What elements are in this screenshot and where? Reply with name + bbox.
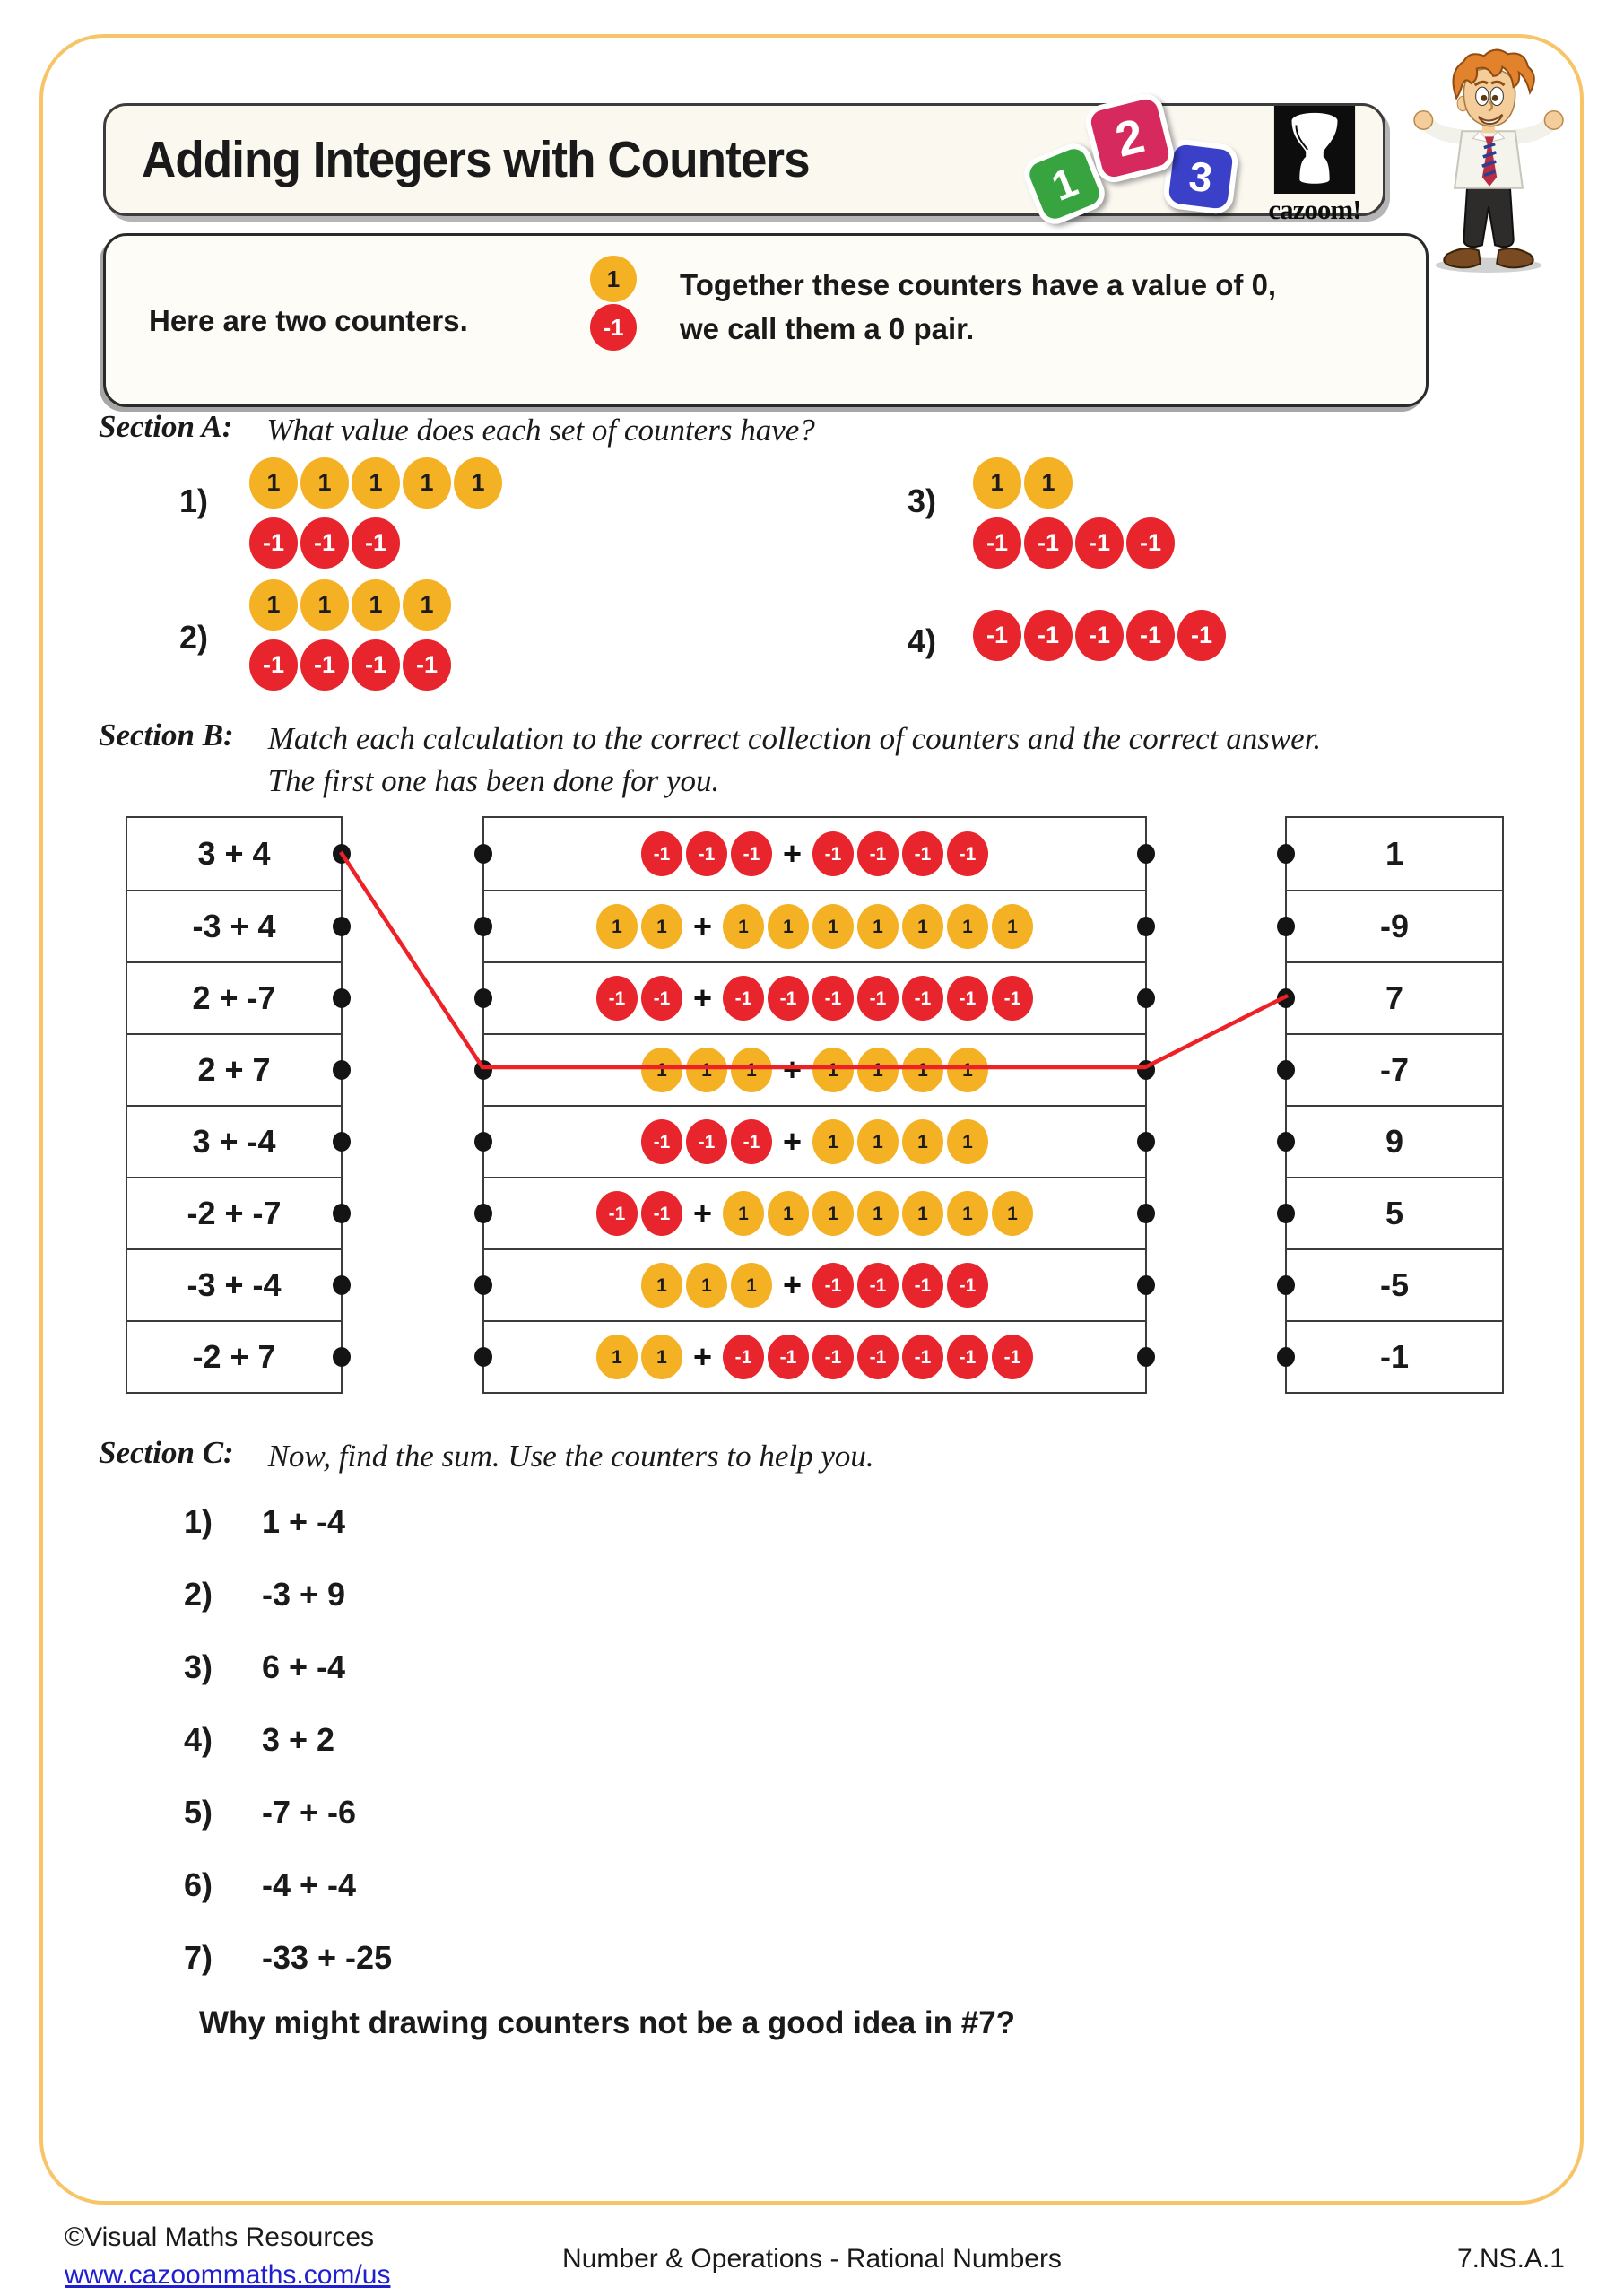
section-c-item-number: 4)	[184, 1721, 213, 1758]
positive-counter: 1	[857, 1048, 899, 1092]
answer-row	[1287, 961, 1502, 1033]
info-line-1: Together these counters have a value of 0,	[680, 268, 1277, 301]
connector-dot	[1277, 1204, 1295, 1223]
positive-counter: 1	[973, 457, 1021, 509]
negative-counter: -1	[1075, 517, 1124, 569]
zero-pair-counters	[590, 256, 637, 351]
expression-row	[127, 1320, 341, 1392]
connector-dot	[1277, 988, 1295, 1008]
section-c-item-number: 7)	[184, 1939, 213, 1976]
connector-dot	[1277, 917, 1295, 936]
counters-row	[484, 1177, 1145, 1248]
positive-counter: 1	[403, 579, 451, 631]
counter-group	[723, 976, 1033, 1021]
positive-counter: 1	[1024, 457, 1073, 509]
answer-text: 1	[1385, 835, 1404, 872]
negative-counter: -1	[731, 1119, 772, 1164]
negative-counter: -1	[902, 831, 943, 876]
negative-counter: -1	[352, 639, 400, 691]
counter-group	[812, 1048, 988, 1092]
connector-dot	[474, 1204, 492, 1223]
tile-3-icon: 3	[1162, 138, 1240, 216]
negative-counter: -1	[300, 517, 349, 569]
negative-counter: -1	[300, 639, 349, 691]
negative-counter: -1	[1075, 610, 1124, 661]
counter-group	[641, 1048, 772, 1092]
expression-text: -3 + -4	[187, 1266, 282, 1303]
negative-counter: -1	[686, 831, 727, 876]
answer-row	[1287, 1033, 1502, 1105]
section-a-item-number: 1)	[179, 483, 209, 519]
counter-group	[723, 904, 1033, 949]
counter-row	[973, 457, 1175, 509]
section-b-prompt-line1: Match each calculation to the correct collection of counters and the correct answer.	[267, 721, 1322, 756]
negative-counter: -1	[641, 1191, 682, 1236]
counters-row	[484, 818, 1145, 890]
negative-counter: -1	[1126, 610, 1175, 661]
positive-counter: 1	[731, 1263, 772, 1308]
positive-counter: 1	[454, 457, 502, 509]
counter-group	[596, 904, 682, 949]
negative-counter: -1	[947, 976, 988, 1021]
counter-group	[596, 1191, 682, 1236]
negative-counter: -1	[641, 1119, 682, 1164]
answer-text: 9	[1385, 1123, 1404, 1160]
plus-sign: +	[782, 1123, 803, 1160]
positive-counter: 1	[249, 579, 298, 631]
positive-counter: 1	[300, 457, 349, 509]
connector-dot	[1277, 1060, 1295, 1080]
negative-counter: -1	[947, 1335, 988, 1379]
counters-row	[484, 1033, 1145, 1105]
section-c-question: Why might drawing counters not be a good idea in #7?	[199, 2005, 1016, 2040]
expression-row	[127, 890, 341, 961]
connector-dot	[333, 1132, 351, 1152]
section-c-item-number: 5)	[184, 1794, 213, 1831]
section-a-counter-set	[973, 457, 1175, 569]
expression-text: 2 + -7	[192, 979, 276, 1016]
tile-1-icon: 1	[1019, 138, 1110, 230]
counter-row	[249, 579, 451, 631]
negative-counter: -1	[249, 517, 298, 569]
negative-counter: -1	[352, 517, 400, 569]
expression-text: -3 + 4	[192, 908, 276, 944]
answer-text: -1	[1379, 1338, 1409, 1375]
answer-row	[1287, 1320, 1502, 1392]
answer-text: 7	[1385, 979, 1404, 1016]
positive-counter: 1	[731, 1048, 772, 1092]
negative-counter: -1	[992, 976, 1033, 1021]
footer-website-link[interactable]: www.cazoommaths.com/us	[65, 2260, 391, 2290]
connector-dot	[333, 1275, 351, 1295]
negative-counter: -1	[1024, 610, 1073, 661]
section-c-item-number: 1)	[184, 1503, 213, 1540]
section-c-expression: -4 + -4	[262, 1866, 357, 1903]
djembe-drum-icon	[1273, 106, 1356, 194]
answer-text: -5	[1379, 1266, 1409, 1303]
connector-dot	[474, 988, 492, 1008]
section-c-item-number: 6)	[184, 1866, 213, 1903]
zero-pair-info-box	[103, 233, 1429, 407]
section-c-prompt: Now, find the sum. Use the counters to help you.	[267, 1439, 874, 1474]
positive-counter: 1	[857, 1191, 899, 1236]
positive-counter: 1	[902, 1048, 943, 1092]
expression-text: -2 + 7	[192, 1338, 276, 1375]
negative-counter: -1	[902, 1335, 943, 1379]
counter-group	[812, 1119, 988, 1164]
positive-counter: 1	[768, 904, 809, 949]
answer-text: 5	[1385, 1195, 1404, 1231]
connector-dot	[333, 1347, 351, 1367]
section-a-heading	[99, 409, 815, 451]
connector-dot	[1277, 1275, 1295, 1295]
footer-standard-code: 7.NS.A.1	[1456, 2244, 1565, 2274]
connector-dot	[1137, 1060, 1155, 1080]
negative-counter: -1	[812, 1335, 854, 1379]
counter-group	[596, 976, 682, 1021]
positive-counter: 1	[902, 1191, 943, 1236]
plus-sign: +	[782, 1051, 803, 1088]
section-b-heading	[99, 718, 1321, 802]
counter-group	[812, 831, 988, 876]
positive-counter: 1	[857, 1119, 899, 1164]
negative-counter: -1	[902, 1263, 943, 1308]
negative-counter: -1	[857, 976, 899, 1021]
connector-dot	[474, 1347, 492, 1367]
connector-dot	[333, 1204, 351, 1223]
expression-row	[127, 961, 341, 1033]
section-c-expression: 3 + 2	[262, 1721, 335, 1758]
connector-dot	[1137, 844, 1155, 864]
negative-counter: -1	[947, 831, 988, 876]
positive-counter: 1	[300, 579, 349, 631]
section-c-expression: -7 + -6	[262, 1794, 357, 1831]
answer-row	[1287, 1248, 1502, 1320]
plus-sign: +	[692, 1195, 713, 1231]
counter-group	[641, 1263, 772, 1308]
section-c-expression: -33 + -25	[262, 1939, 393, 1976]
positive-counter: 1	[947, 1119, 988, 1164]
tile-2-icon: 2	[1082, 91, 1178, 187]
counter-group	[641, 1119, 772, 1164]
positive-counter: 1	[352, 579, 400, 631]
negative-counter: -1	[723, 976, 764, 1021]
positive-counter: 1	[596, 904, 638, 949]
plus-sign: +	[782, 1266, 803, 1303]
positive-counter: 1	[857, 904, 899, 949]
connector-dot	[333, 1060, 351, 1080]
connector-dot	[1137, 1204, 1155, 1223]
section-c-expression: 1 + -4	[262, 1503, 346, 1540]
positive-counter: 1	[403, 457, 451, 509]
positive-counter: 1	[352, 457, 400, 509]
negative-counter: -1	[686, 1119, 727, 1164]
negative-counter: -1	[731, 831, 772, 876]
negative-counter: -1	[992, 1335, 1033, 1379]
section-c-label: Section C:	[99, 1435, 234, 1470]
connector-dot	[474, 1060, 492, 1080]
expression-row	[127, 1033, 341, 1105]
expression-text: 3 + 4	[197, 835, 271, 872]
match-expressions-column	[126, 816, 343, 1394]
positive-counter: 1	[812, 1119, 854, 1164]
answer-text: -9	[1379, 908, 1409, 944]
section-a-counter-set	[249, 457, 502, 569]
section-c-heading	[99, 1435, 874, 1477]
page-title: Adding Integers with Counters	[142, 131, 810, 188]
answer-row	[1287, 818, 1502, 890]
positive-counter: 1	[686, 1263, 727, 1308]
counter-group	[641, 831, 772, 876]
negative-counter: -1	[596, 1191, 638, 1236]
connector-dot	[1137, 1347, 1155, 1367]
section-a-item-number: 2)	[179, 619, 209, 656]
negative-counter: -1	[641, 831, 682, 876]
counter-row	[249, 457, 502, 509]
counter-group	[596, 1335, 682, 1379]
positive-counter: 1	[768, 1191, 809, 1236]
negative-counter: -1	[973, 610, 1021, 661]
positive-counter: 1	[723, 904, 764, 949]
negative-counter: -1	[403, 639, 451, 691]
negative-counter: -1	[723, 1335, 764, 1379]
positive-counter: 1	[947, 904, 988, 949]
positive-counter: 1	[641, 1048, 682, 1092]
positive-counter: 1	[812, 904, 854, 949]
counter-row	[249, 639, 451, 691]
connector-dot	[1137, 1275, 1155, 1295]
counters-row	[484, 1320, 1145, 1392]
connector-dot	[1277, 1347, 1295, 1367]
footer-copyright: ©Visual Maths Resources	[65, 2222, 375, 2252]
counters-row	[484, 961, 1145, 1033]
plus-sign: +	[692, 908, 713, 944]
plus-sign: +	[692, 1338, 713, 1375]
section-a-label: Section A:	[99, 409, 233, 444]
connector-dot	[1277, 1132, 1295, 1152]
positive-counter: 1	[596, 1335, 638, 1379]
positive-counter: 1	[902, 1119, 943, 1164]
expression-row	[127, 818, 341, 890]
counter-row	[973, 610, 1226, 661]
negative-counter: -1	[902, 976, 943, 1021]
negative-counter: -1	[857, 831, 899, 876]
negative-counter: -1	[1177, 610, 1226, 661]
negative-counter: -1	[973, 517, 1021, 569]
expression-text: 2 + 7	[197, 1051, 271, 1088]
section-a-prompt: What value does each set of counters have?	[266, 413, 815, 448]
negative-counter: -1	[857, 1335, 899, 1379]
expression-row	[127, 1248, 341, 1320]
counter-row	[249, 517, 502, 569]
positive-counter: 1	[686, 1048, 727, 1092]
counters-row	[484, 1105, 1145, 1177]
connector-dot	[474, 844, 492, 864]
section-c-item-number: 2)	[184, 1576, 213, 1613]
match-counters-column	[482, 816, 1147, 1394]
section-b-label: Section B:	[99, 718, 234, 752]
negative-counter: -1	[249, 639, 298, 691]
section-a-item-number: 4)	[908, 622, 937, 659]
counter-group	[723, 1191, 1033, 1236]
negative-counter: -1	[812, 1263, 854, 1308]
cazoom-logo	[1255, 106, 1374, 226]
expression-text: 3 + -4	[192, 1123, 276, 1160]
section-b-prompt-line2: The first one has been done for you.	[267, 763, 720, 798]
negative-counter: -1	[857, 1263, 899, 1308]
positive-counter: 1	[723, 1191, 764, 1236]
section-c-expression: 6 + -4	[262, 1648, 346, 1685]
negative-counter: -1	[596, 976, 638, 1021]
negative-counter: -1	[947, 1263, 988, 1308]
positive-counter: 1	[641, 1335, 682, 1379]
match-answers-column	[1285, 816, 1504, 1394]
negative-counter: -1	[590, 304, 637, 351]
negative-counter: -1	[812, 976, 854, 1021]
answer-row	[1287, 1105, 1502, 1177]
footer-topic: Number & Operations - Rational Numbers	[562, 2244, 1062, 2274]
counter-group	[723, 1335, 1033, 1379]
plus-sign: +	[782, 835, 803, 872]
counter-row	[973, 517, 1175, 569]
positive-counter: 1	[249, 457, 298, 509]
plus-sign: +	[692, 979, 713, 1016]
positive-counter: 1	[947, 1191, 988, 1236]
section-a-counter-set	[973, 610, 1226, 661]
negative-counter: -1	[641, 976, 682, 1021]
connector-dot	[1137, 988, 1155, 1008]
connector-dot	[474, 1275, 492, 1295]
connector-dot	[333, 844, 351, 864]
section-c-expression: -3 + 9	[262, 1576, 346, 1613]
connector-dot	[333, 917, 351, 936]
expression-text: -2 + -7	[187, 1195, 282, 1231]
negative-counter: -1	[812, 831, 854, 876]
numbers-123-logo	[1024, 109, 1239, 217]
connector-dot	[1137, 1132, 1155, 1152]
expression-row	[127, 1177, 341, 1248]
negative-counter: -1	[768, 1335, 809, 1379]
positive-counter: 1	[947, 1048, 988, 1092]
answer-row	[1287, 890, 1502, 961]
positive-counter: 1	[992, 904, 1033, 949]
connector-dot	[1137, 917, 1155, 936]
counters-row	[484, 1248, 1145, 1320]
connector-dot	[474, 1132, 492, 1152]
info-right-text	[680, 263, 1276, 351]
cazoom-brand-text: cazoom!	[1268, 194, 1361, 225]
answer-row	[1287, 1177, 1502, 1248]
negative-counter: -1	[1126, 517, 1175, 569]
connector-dot	[474, 917, 492, 936]
info-left-text: Here are two counters.	[149, 304, 468, 337]
negative-counter: -1	[768, 976, 809, 1021]
positive-counter: 1	[902, 904, 943, 949]
answer-text: -7	[1379, 1051, 1409, 1088]
counter-group	[812, 1263, 988, 1308]
positive-counter: 1	[812, 1048, 854, 1092]
section-a-item-number: 3)	[908, 483, 937, 519]
connector-dot	[1277, 844, 1295, 864]
positive-counter: 1	[992, 1191, 1033, 1236]
info-line-2: we call them a 0 pair.	[680, 312, 975, 345]
positive-counter: 1	[590, 256, 637, 302]
expression-row	[127, 1105, 341, 1177]
positive-counter: 1	[641, 1263, 682, 1308]
section-c-item-number: 3)	[184, 1648, 213, 1685]
counters-row	[484, 890, 1145, 961]
negative-counter: -1	[1024, 517, 1073, 569]
positive-counter: 1	[812, 1191, 854, 1236]
connector-dot	[333, 988, 351, 1008]
positive-counter: 1	[641, 904, 682, 949]
section-a-counter-set	[249, 579, 451, 691]
section-b-prompt	[268, 718, 1321, 802]
